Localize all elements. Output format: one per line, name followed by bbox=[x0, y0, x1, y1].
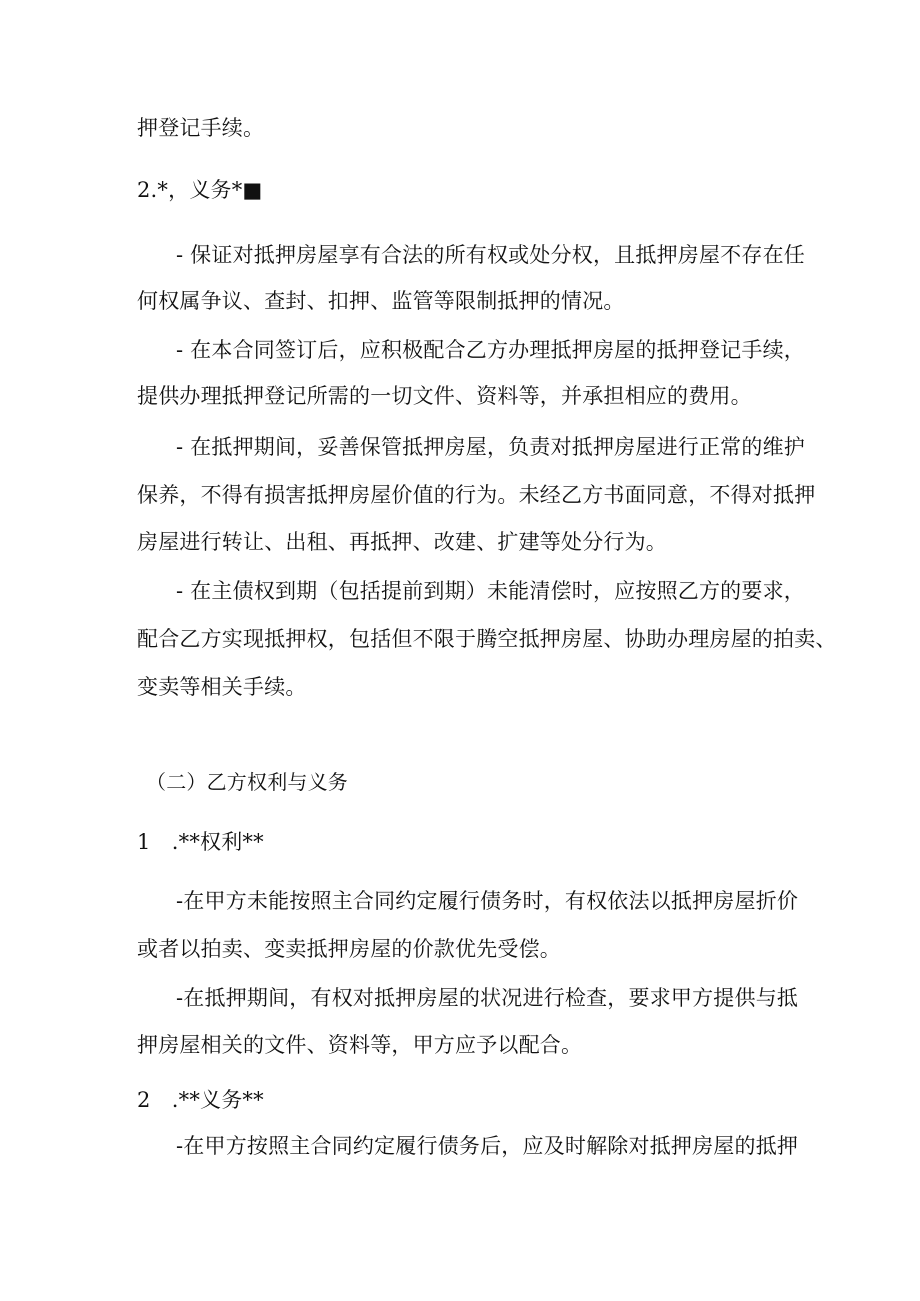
text-line-6: 提供办理抵押登记所需的一切文件、资料等，并承担相应的费用。 bbox=[137, 384, 752, 408]
text-line-1: 押登记手续。 bbox=[137, 116, 265, 140]
text-line-7: - 在抵押期间，妥善保管抵押房屋，负责对抵押房屋进行正常的维护 bbox=[176, 435, 805, 459]
text-line-8: 保养，不得有损害抵押房屋价值的行为。未经乙方书面同意，不得对抵押 bbox=[137, 483, 816, 507]
section-heading-party-b: （二）乙方权利与义务 bbox=[146, 770, 348, 794]
text-line-12: 变卖等相关手续。 bbox=[137, 675, 307, 699]
text-line-3: - 保证对抵押房屋享有合法的所有权或处分权，且抵押房屋不存在任 bbox=[176, 243, 805, 267]
text-line-11: 配合乙方实现抵押权，包括但不限于腾空抵押房屋、协助办理房屋的拍卖、 bbox=[137, 627, 837, 651]
text-line-20: -在甲方按照主合同约定履行债务后，应及时解除对抵押房屋的抵押 bbox=[176, 1134, 799, 1158]
text-line-9: 房屋进行转让、出租、再抵押、改建、扩建等处分行为。 bbox=[137, 530, 667, 554]
section-heading-obligations: 2.*，义务*■ bbox=[137, 178, 263, 202]
text-line-10: - 在主债权到期（包括提前到期）未能清偿时，应按照乙方的要求， bbox=[176, 579, 805, 603]
text-line-17: -在抵押期间，有权对抵押房屋的状况进行检查，要求甲方提供与抵 bbox=[176, 986, 799, 1010]
text-line-16: 或者以拍卖、变卖抵押房屋的价款优先受偿。 bbox=[137, 937, 561, 961]
subsection-heading-obligations: 2 .**义务** bbox=[137, 1088, 264, 1112]
text-line-5: - 在本合同签订后，应积极配合乙方办理抵押房屋的抵押登记手续， bbox=[176, 338, 805, 362]
text-line-15: -在甲方未能按照主合同约定履行债务时，有权依法以抵押房屋折价 bbox=[176, 889, 799, 913]
subsection-heading-rights: 1 .**权利** bbox=[137, 830, 264, 854]
text-line-4: 何权属争议、查封、扣押、监管等限制抵押的情况。 bbox=[137, 289, 625, 313]
text-line-18: 押房屋相关的文件、资料等，甲方应予以配合。 bbox=[137, 1033, 583, 1057]
